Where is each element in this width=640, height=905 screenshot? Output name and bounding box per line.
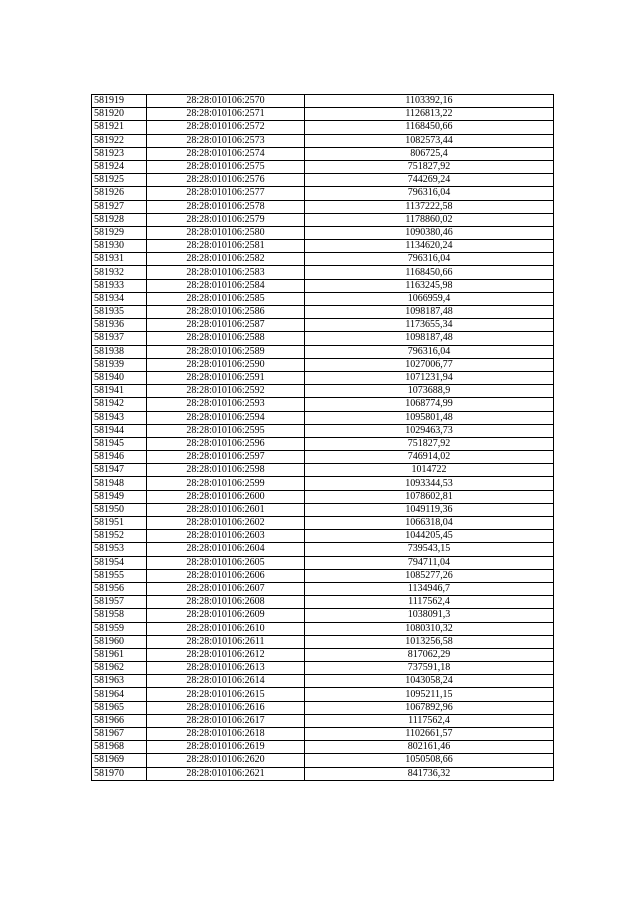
row-number-cell: 581946 xyxy=(92,451,147,464)
cadastral-number-cell: 28:28:010106:2587 xyxy=(147,319,305,332)
cadastral-value-cell: 1178860,02 xyxy=(305,213,554,226)
table-row xyxy=(92,95,554,108)
table-row xyxy=(92,648,554,661)
cadastral-value-cell: 1102661,57 xyxy=(305,728,554,741)
cadastral-number-cell: 28:28:010106:2577 xyxy=(147,187,305,200)
row-number-cell: 581938 xyxy=(92,345,147,358)
table-row xyxy=(92,635,554,648)
table-row xyxy=(92,688,554,701)
cadastral-value-cell: 1043058,24 xyxy=(305,675,554,688)
cadastral-number-cell: 28:28:010106:2621 xyxy=(147,767,305,780)
cadastral-value-cell: 1068774,99 xyxy=(305,398,554,411)
cadastral-value-cell: 751827,92 xyxy=(305,160,554,173)
table-row xyxy=(92,371,554,384)
cadastral-value-cell: 1014722 xyxy=(305,464,554,477)
cadastral-value-cell: 739543,15 xyxy=(305,543,554,556)
cadastral-number-cell: 28:28:010106:2584 xyxy=(147,279,305,292)
row-number-cell: 581956 xyxy=(92,582,147,595)
table-row xyxy=(92,754,554,767)
table-row xyxy=(92,398,554,411)
row-number-cell: 581952 xyxy=(92,530,147,543)
table-row xyxy=(92,200,554,213)
row-number-cell: 581921 xyxy=(92,121,147,134)
cadastral-value-cell: 1078602,81 xyxy=(305,490,554,503)
table-row xyxy=(92,464,554,477)
cadastral-number-cell: 28:28:010106:2591 xyxy=(147,371,305,384)
cadastral-number-cell: 28:28:010106:2574 xyxy=(147,147,305,160)
row-number-cell: 581964 xyxy=(92,688,147,701)
row-number-cell: 581950 xyxy=(92,503,147,516)
cadastral-value-table xyxy=(91,94,554,781)
table-row xyxy=(92,411,554,424)
cadastral-value-cell: 746914,02 xyxy=(305,451,554,464)
cadastral-number-cell: 28:28:010106:2588 xyxy=(147,332,305,345)
table-row xyxy=(92,332,554,345)
row-number-cell: 581933 xyxy=(92,279,147,292)
cadastral-number-cell: 28:28:010106:2609 xyxy=(147,609,305,622)
row-number-cell: 581953 xyxy=(92,543,147,556)
cadastral-number-cell: 28:28:010106:2586 xyxy=(147,306,305,319)
row-number-cell: 581937 xyxy=(92,332,147,345)
cadastral-number-cell: 28:28:010106:2570 xyxy=(147,95,305,108)
cadastral-value-cell: 1066318,04 xyxy=(305,517,554,530)
cadastral-value-cell: 1103392,16 xyxy=(305,95,554,108)
cadastral-value-cell: 1038091,3 xyxy=(305,609,554,622)
row-number-cell: 581932 xyxy=(92,266,147,279)
cadastral-number-cell: 28:28:010106:2579 xyxy=(147,213,305,226)
table-row xyxy=(92,517,554,530)
table-row xyxy=(92,147,554,160)
table-row xyxy=(92,121,554,134)
cadastral-value-cell: 1163245,98 xyxy=(305,279,554,292)
row-number-cell: 581962 xyxy=(92,662,147,675)
table-row xyxy=(92,556,554,569)
row-number-cell: 581963 xyxy=(92,675,147,688)
cadastral-value-cell: 1073688,9 xyxy=(305,385,554,398)
row-number-cell: 581957 xyxy=(92,596,147,609)
table-row xyxy=(92,292,554,305)
cadastral-value-cell: 794711,04 xyxy=(305,556,554,569)
cadastral-number-cell: 28:28:010106:2601 xyxy=(147,503,305,516)
row-number-cell: 581966 xyxy=(92,714,147,727)
cadastral-number-cell: 28:28:010106:2589 xyxy=(147,345,305,358)
row-number-cell: 581935 xyxy=(92,306,147,319)
row-number-cell: 581930 xyxy=(92,240,147,253)
cadastral-number-cell: 28:28:010106:2615 xyxy=(147,688,305,701)
row-number-cell: 581942 xyxy=(92,398,147,411)
table-row xyxy=(92,503,554,516)
cadastral-number-cell: 28:28:010106:2576 xyxy=(147,174,305,187)
row-number-cell: 581925 xyxy=(92,174,147,187)
cadastral-number-cell: 28:28:010106:2582 xyxy=(147,253,305,266)
cadastral-number-cell: 28:28:010106:2597 xyxy=(147,451,305,464)
table-row xyxy=(92,253,554,266)
cadastral-value-cell: 796316,04 xyxy=(305,345,554,358)
cadastral-number-cell: 28:28:010106:2616 xyxy=(147,701,305,714)
cadastral-value-cell: 1134620,24 xyxy=(305,240,554,253)
cadastral-number-cell: 28:28:010106:2595 xyxy=(147,424,305,437)
cadastral-number-cell: 28:28:010106:2618 xyxy=(147,728,305,741)
table-row xyxy=(92,490,554,503)
table-row xyxy=(92,266,554,279)
cadastral-value-cell: 1049119,36 xyxy=(305,503,554,516)
cadastral-number-cell: 28:28:010106:2610 xyxy=(147,622,305,635)
cadastral-number-cell: 28:28:010106:2596 xyxy=(147,437,305,450)
table-row xyxy=(92,240,554,253)
cadastral-number-cell: 28:28:010106:2606 xyxy=(147,569,305,582)
table-row xyxy=(92,451,554,464)
cadastral-value-cell: 1029463,73 xyxy=(305,424,554,437)
cadastral-number-cell: 28:28:010106:2599 xyxy=(147,477,305,490)
cadastral-value-cell: 737591,18 xyxy=(305,662,554,675)
cadastral-value-cell: 1095801,48 xyxy=(305,411,554,424)
table-row xyxy=(92,424,554,437)
cadastral-value-cell: 1013256,58 xyxy=(305,635,554,648)
row-number-cell: 581919 xyxy=(92,95,147,108)
cadastral-number-cell: 28:28:010106:2611 xyxy=(147,635,305,648)
row-number-cell: 581954 xyxy=(92,556,147,569)
table-row xyxy=(92,622,554,635)
cadastral-number-cell: 28:28:010106:2603 xyxy=(147,530,305,543)
row-number-cell: 581949 xyxy=(92,490,147,503)
table-row xyxy=(92,437,554,450)
table-row xyxy=(92,477,554,490)
cadastral-value-cell: 796316,04 xyxy=(305,187,554,200)
cadastral-number-cell: 28:28:010106:2614 xyxy=(147,675,305,688)
row-number-cell: 581967 xyxy=(92,728,147,741)
cadastral-value-cell: 1044205,45 xyxy=(305,530,554,543)
cadastral-value-cell: 1095211,15 xyxy=(305,688,554,701)
cadastral-value-cell: 1134946,7 xyxy=(305,582,554,595)
row-number-cell: 581931 xyxy=(92,253,147,266)
cadastral-number-cell: 28:28:010106:2572 xyxy=(147,121,305,134)
cadastral-value-cell: 1082573,44 xyxy=(305,134,554,147)
table-row xyxy=(92,187,554,200)
cadastral-value-cell: 806725,4 xyxy=(305,147,554,160)
row-number-cell: 581929 xyxy=(92,226,147,239)
table-row xyxy=(92,213,554,226)
table-row xyxy=(92,596,554,609)
row-number-cell: 581943 xyxy=(92,411,147,424)
row-number-cell: 581922 xyxy=(92,134,147,147)
cadastral-number-cell: 28:28:010106:2612 xyxy=(147,648,305,661)
row-number-cell: 581965 xyxy=(92,701,147,714)
table-row xyxy=(92,108,554,121)
cadastral-number-cell: 28:28:010106:2608 xyxy=(147,596,305,609)
row-number-cell: 581955 xyxy=(92,569,147,582)
cadastral-value-cell: 1117562,4 xyxy=(305,714,554,727)
table-row xyxy=(92,530,554,543)
cadastral-value-cell: 1027006,77 xyxy=(305,358,554,371)
cadastral-value-cell: 1050508,66 xyxy=(305,754,554,767)
cadastral-value-cell: 841736,32 xyxy=(305,767,554,780)
table-row xyxy=(92,319,554,332)
cadastral-number-cell: 28:28:010106:2573 xyxy=(147,134,305,147)
cadastral-value-cell: 1126813,22 xyxy=(305,108,554,121)
row-number-cell: 581958 xyxy=(92,609,147,622)
cadastral-number-cell: 28:28:010106:2604 xyxy=(147,543,305,556)
cadastral-number-cell: 28:28:010106:2581 xyxy=(147,240,305,253)
table-row xyxy=(92,543,554,556)
cadastral-number-cell: 28:28:010106:2600 xyxy=(147,490,305,503)
table-row xyxy=(92,582,554,595)
cadastral-value-cell: 1173655,34 xyxy=(305,319,554,332)
cadastral-number-cell: 28:28:010106:2575 xyxy=(147,160,305,173)
table-body xyxy=(92,95,554,781)
cadastral-number-cell: 28:28:010106:2590 xyxy=(147,358,305,371)
table-row xyxy=(92,358,554,371)
row-number-cell: 581944 xyxy=(92,424,147,437)
cadastral-number-cell: 28:28:010106:2583 xyxy=(147,266,305,279)
cadastral-number-cell: 28:28:010106:2598 xyxy=(147,464,305,477)
cadastral-value-cell: 817062,29 xyxy=(305,648,554,661)
row-number-cell: 581947 xyxy=(92,464,147,477)
table-row xyxy=(92,345,554,358)
cadastral-number-cell: 28:28:010106:2571 xyxy=(147,108,305,121)
cadastral-value-cell: 802161,46 xyxy=(305,741,554,754)
table-row xyxy=(92,609,554,622)
row-number-cell: 581970 xyxy=(92,767,147,780)
row-number-cell: 581948 xyxy=(92,477,147,490)
row-number-cell: 581936 xyxy=(92,319,147,332)
cadastral-value-cell: 1117562,4 xyxy=(305,596,554,609)
cadastral-number-cell: 28:28:010106:2594 xyxy=(147,411,305,424)
table-row xyxy=(92,662,554,675)
table-row xyxy=(92,675,554,688)
row-number-cell: 581961 xyxy=(92,648,147,661)
row-number-cell: 581928 xyxy=(92,213,147,226)
cadastral-value-cell: 1071231,94 xyxy=(305,371,554,384)
row-number-cell: 581920 xyxy=(92,108,147,121)
cadastral-number-cell: 28:28:010106:2592 xyxy=(147,385,305,398)
cadastral-value-cell: 1085277,26 xyxy=(305,569,554,582)
table-row xyxy=(92,306,554,319)
cadastral-value-cell: 1168450,66 xyxy=(305,121,554,134)
cadastral-value-cell: 1098187,48 xyxy=(305,332,554,345)
row-number-cell: 581951 xyxy=(92,517,147,530)
cadastral-value-cell: 796316,04 xyxy=(305,253,554,266)
cadastral-value-cell: 1098187,48 xyxy=(305,306,554,319)
table-row xyxy=(92,569,554,582)
cadastral-value-cell: 1067892,96 xyxy=(305,701,554,714)
row-number-cell: 581969 xyxy=(92,754,147,767)
cadastral-number-cell: 28:28:010106:2585 xyxy=(147,292,305,305)
cadastral-number-cell: 28:28:010106:2605 xyxy=(147,556,305,569)
table-row xyxy=(92,714,554,727)
cadastral-number-cell: 28:28:010106:2593 xyxy=(147,398,305,411)
cadastral-number-cell: 28:28:010106:2613 xyxy=(147,662,305,675)
table-row xyxy=(92,174,554,187)
row-number-cell: 581959 xyxy=(92,622,147,635)
cadastral-value-cell: 1137222,58 xyxy=(305,200,554,213)
row-number-cell: 581945 xyxy=(92,437,147,450)
table-row xyxy=(92,385,554,398)
row-number-cell: 581934 xyxy=(92,292,147,305)
row-number-cell: 581927 xyxy=(92,200,147,213)
cadastral-value-cell: 744269,24 xyxy=(305,174,554,187)
table-row xyxy=(92,728,554,741)
row-number-cell: 581968 xyxy=(92,741,147,754)
cadastral-number-cell: 28:28:010106:2617 xyxy=(147,714,305,727)
row-number-cell: 581924 xyxy=(92,160,147,173)
cadastral-number-cell: 28:28:010106:2580 xyxy=(147,226,305,239)
cadastral-number-cell: 28:28:010106:2619 xyxy=(147,741,305,754)
table-row xyxy=(92,701,554,714)
row-number-cell: 581926 xyxy=(92,187,147,200)
cadastral-value-cell: 1090380,46 xyxy=(305,226,554,239)
row-number-cell: 581960 xyxy=(92,635,147,648)
cadastral-value-cell: 751827,92 xyxy=(305,437,554,450)
row-number-cell: 581939 xyxy=(92,358,147,371)
table-row xyxy=(92,767,554,780)
table-row xyxy=(92,160,554,173)
cadastral-number-cell: 28:28:010106:2578 xyxy=(147,200,305,213)
cadastral-value-cell: 1066959,4 xyxy=(305,292,554,305)
cadastral-number-cell: 28:28:010106:2620 xyxy=(147,754,305,767)
row-number-cell: 581941 xyxy=(92,385,147,398)
cadastral-value-cell: 1168450,66 xyxy=(305,266,554,279)
row-number-cell: 581940 xyxy=(92,371,147,384)
table-row xyxy=(92,279,554,292)
cadastral-value-cell: 1080310,32 xyxy=(305,622,554,635)
table-row xyxy=(92,134,554,147)
table-row xyxy=(92,741,554,754)
table-row xyxy=(92,226,554,239)
cadastral-number-cell: 28:28:010106:2602 xyxy=(147,517,305,530)
row-number-cell: 581923 xyxy=(92,147,147,160)
cadastral-number-cell: 28:28:010106:2607 xyxy=(147,582,305,595)
cadastral-value-cell: 1093344,53 xyxy=(305,477,554,490)
